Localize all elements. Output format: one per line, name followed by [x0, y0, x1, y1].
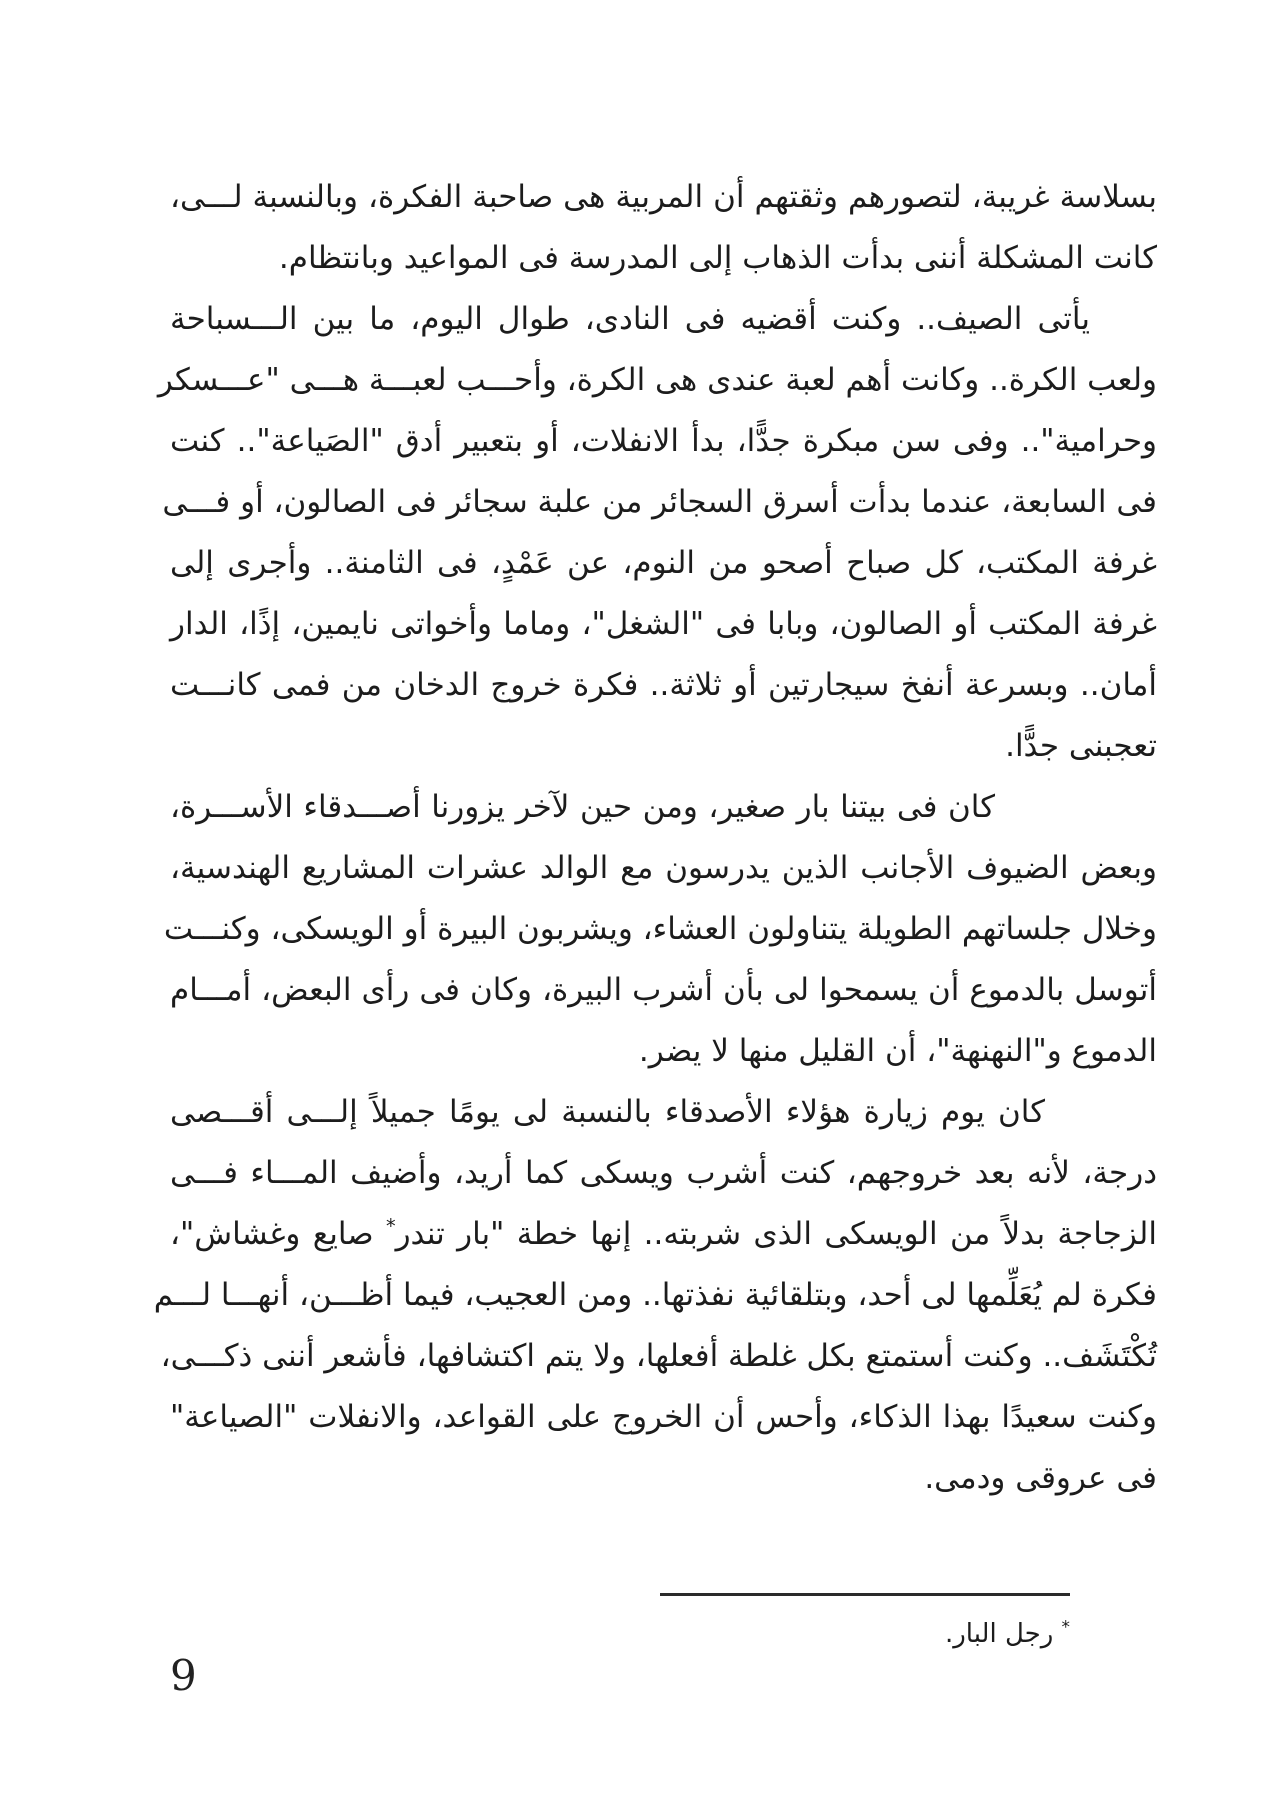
text-line: وبعض الضيوف الأجانب الذين يدرسون مع الوالد عشرات المشاريع الهندسية، — [170, 850, 1157, 886]
text-line: كانت المشكلة أننى بدأت الذهاب إلى المدرسة فى المواعيد وبانتظام. — [278, 240, 1157, 276]
text-line: غرفة المكتب، كل صباح أصحو من النوم، عن عَمْدٍ، فى الثامنة.. وأجرى إلى — [170, 545, 1157, 581]
footnote-marker: * — [385, 1214, 396, 1238]
text-line: وكنت سعيدًا بهذا الذكاء، وأحس أن الخروج على القواعد، والانفلات "الصياعة" — [170, 1399, 1157, 1435]
text-line: ولعب الكرة.. وكانت أهم لعبة عندى هى الكرة، وأحـــب لعبـــة هـــى "عـــسكر — [157, 362, 1157, 398]
text-line: يأتى الصيف.. وكنت أقضيه فى النادى، طوال اليوم، ما بين الـــسباحة — [170, 301, 1090, 337]
text-line: وحرامية".. وفى سن مبكرة جدًّا، بدأ الانفلات، أو بتعبير أدق "الصَياعة".. كنت — [170, 423, 1157, 459]
text-line: غرفة المكتب أو الصالون، وبابا فى "الشغل"، وماما وأخواتى نايمين، إذًا، الدار — [170, 606, 1157, 642]
text-line: تعجبنى جدًّا. — [1005, 728, 1157, 764]
text-line: تُكْتَشَف.. وكنت أستمتع بكل غلطة أفعلها، ولا يتم اكتشافها، فأشعر أننى ذكـــى، — [160, 1338, 1157, 1374]
text-line: فى عروقى ودمى. — [924, 1460, 1157, 1496]
text-line: فى السابعة، عندما بدأت أسرق السجائر من علبة سجائر فى الصالون، أو فـــى — [162, 484, 1157, 520]
text-line: الدموع و"النهنهة"، أن القليل منها لا يضر. — [638, 1033, 1157, 1069]
text-line: الزجاجة بدلاً من الويسكى الذى شربته.. إنها خطة "بار تندر* صايع وغشاش"، — [170, 1214, 1157, 1252]
text-line: بسلاسة غريبة، لتصورهم وثقتهم أن المربية هى صاحبة الفكرة، وبالنسبة لـــى، — [170, 179, 1157, 215]
text-line: كان يوم زيارة هؤلاء الأصدقاء بالنسبة لى يومًا جميلاً إلـــى أقـــصى — [170, 1094, 1045, 1130]
text-line: أمان.. وبسرعة أنفخ سيجارتين أو ثلاثة.. فكرة خروج الدخان من فمى كانـــت — [170, 667, 1157, 703]
footnote-divider — [660, 1593, 1070, 1596]
text-line: فكرة لم يُعَلِّمها لى أحد، وبتلقائية نفذتها.. ومن العجيب، فيما أظـــن، أنهـــا لـــم — [153, 1277, 1157, 1313]
page-number: 9 — [170, 1651, 197, 1700]
text-line: أتوسل بالدموع أن يسمحوا لى بأن أشرب البيرة، وكان فى رأى البعض، أمـــام — [170, 972, 1157, 1008]
footnote-marker: * — [1061, 1616, 1070, 1637]
text-line: درجة، لأنه بعد خروجهم، كنت أشرب ويسكى كما أريد، وأضيف المـــاء فـــى — [170, 1155, 1157, 1191]
text-block — [153, 167, 1157, 1509]
text-line: كان فى بيتنا بار صغير، ومن حين لآخر يزورنا أصـــدقاء الأســـرة، — [170, 789, 995, 825]
footnote — [945, 1612, 1070, 1656]
footnote-text: رجل البار. — [944, 1619, 1054, 1649]
text-line: وخلال جلساتهم الطويلة يتناولون العشاء، ويشربون البيرة أو الويسكى، وكنـــت — [163, 911, 1157, 947]
